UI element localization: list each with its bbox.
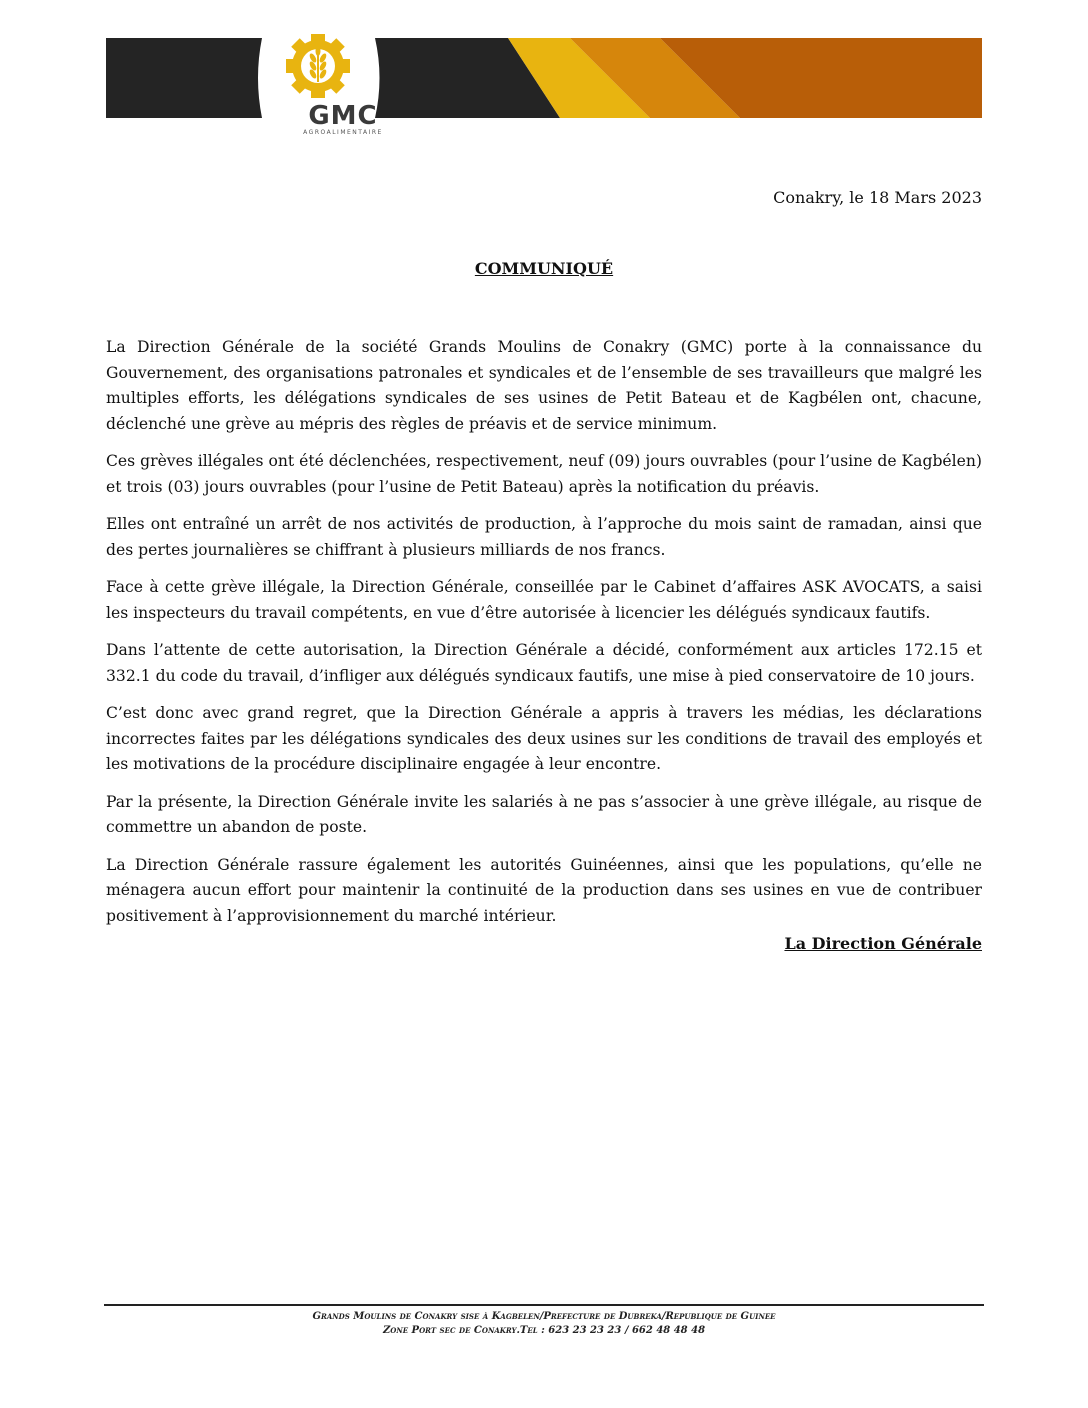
footer-address: Grands Moulins de Conakry sise à Kagbelen/Prefecture de Dubreka/Republique de Guinee: [312, 1311, 776, 1322]
logo-subtitle: AGROALIMENTAIRE: [303, 129, 383, 136]
paragraph: Face à cette grève illégale, la Direction Générale, conseillée par le Cabinet d’affaires ASK AVOCATS, a saisi les inspecteurs du travail compétents, en vue d’être autorisée à licencier les délégués syndicaux fautifs.: [106, 578, 982, 622]
paragraph: La Direction Générale rassure également les autorités Guinéennes, ainsi que les populations, qu’elle ne ménagera aucun effort pour maintenir la continuité de la production dans ses usines en vue de contribuer positivement à l’approvisionnement du marché intérieur.: [106, 855, 982, 925]
header-banner: [0, 0, 1088, 140]
dark-bar-left: [106, 38, 262, 118]
paragraph: Ces grèves illégales ont été déclenchées, respectivement, neuf (09) jours ouvrables (pour l’usine de Kagbélen) et trois (03) jours ouvrables (pour l’usine de Petit Bateau) après la notification du préavis.: [106, 452, 982, 496]
document-body: [106, 335, 982, 941]
footer: [0, 1310, 1088, 1338]
document-title: COMMUNIQUÉ: [474, 259, 614, 278]
signature: La Direction Générale: [784, 934, 982, 953]
paragraph: C’est donc avec grand regret, que la Direction Générale a appris à travers les médias, les déclarations incorrectes faites par les délégations syndicales des deux usines sur les conditions de travail des employés et les motivations de la procédure disciplinaire engagée à leur encontre.: [106, 704, 982, 773]
paragraph: Elles ont entraîné un arrêt de nos activités de production, à l’approche du mois saint de ramadan, ainsi que des pertes journalières se chiffrant à plusieurs milliards de nos francs.: [106, 515, 982, 559]
paragraph: Dans l’attente de cette autorisation, la Direction Générale a décidé, conformément aux articles 172.15 et 332.1 du code du travail, d’infliger aux délégués syndicaux fautifs, une mise à pied conservatoire de 10 jours.: [106, 641, 982, 685]
gmc-logo: [286, 34, 383, 136]
footer-divider: [104, 1304, 984, 1306]
paragraph: Par la présente, la Direction Générale invite les salariés à ne pas s’associer à une grève illégale, au risque de commettre un abandon de poste.: [106, 792, 982, 836]
document-date: Conakry, le 18 Mars 2023: [773, 188, 982, 207]
paragraph: La Direction Générale de la société Grands Moulins de Conakry (GMC) porte à la connaissance du Gouvernement, des organisations patronales et syndicales et de l’ensemble de ses travailleurs que malgré les multiples efforts, les délégations syndicales de ses usines de Petit Bateau et de Kagbélen ont, chacune, déclenché une grève au mépris des règles de préavis et de service minimum.: [106, 338, 982, 433]
logo-text: GMC: [308, 101, 378, 131]
footer-contact: Zone Port sec de Conakry.Tel : 623 23 23 23 / 662 48 48 48: [382, 1325, 706, 1336]
